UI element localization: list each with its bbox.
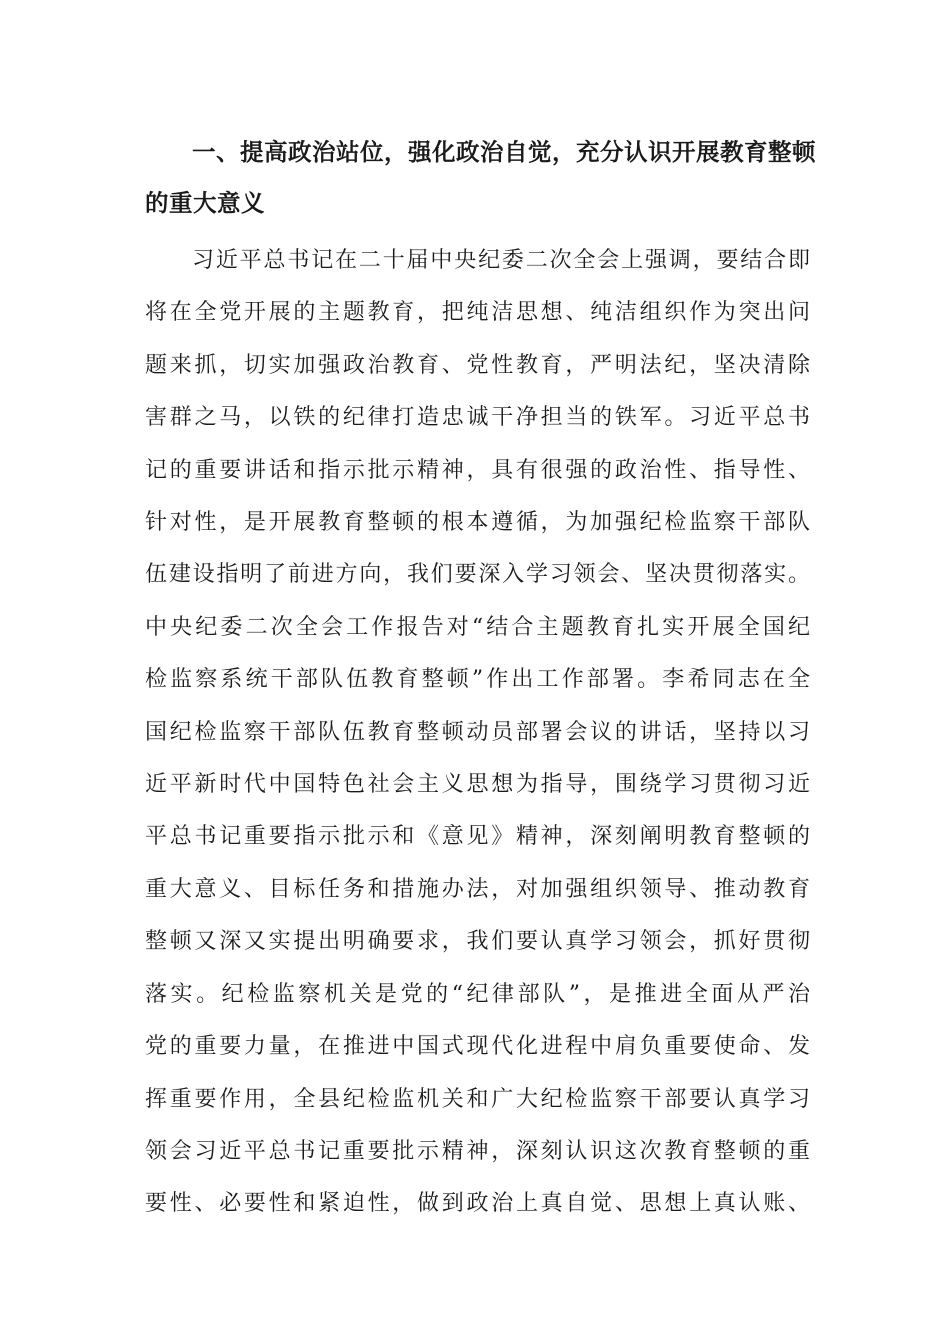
body-line: 检监察系统干部队伍教育整顿”作出工作部署。李希同志在全 [145,667,810,693]
body-line: 近平新时代中国特色社会主义思想为指导，围绕学习贯彻习近 [145,772,810,798]
body-line: 针对性，是开展教育整顿的根本遵循，为加强纪检监察干部队 [145,510,810,536]
body-line: 党的重要力量，在推进中国式现代化进程中肩负重要使命、发 [145,1034,810,1060]
body-line: 落实。纪检监察机关是党的“纪律部队”，是推进全面从严治 [145,981,810,1007]
body-line: 害群之马，以铁的纪律打造忠诚干净担当的铁军。习近平总书 [145,405,810,431]
body-line: 将在全党开展的主题教育，把纯洁思想、纯洁组织作为突出问 [145,300,810,326]
body-line: 习近平总书记在二十届中央纪委二次全会上强调，要结合即 [192,248,810,273]
document-content [145,127,816,1231]
body-line: 伍建设指明了前进方向，我们要深入学习领会、坚决贯彻落实。 [145,562,810,588]
body-line: 题来抓，切实加强政治教育、党性教育，严明法纪，坚决清除 [145,352,810,378]
body-line: 中央纪委二次全会工作报告对“结合主题教育扎实开展全国纪 [145,614,810,640]
heading-line: 一、提高政治站位，强化政治自觉，充分认识开展教育整顿 [192,138,816,166]
body-line: 记的重要讲话和指示批示精神，具有很强的政治性、指导性、 [145,457,810,483]
body-paragraph [145,235,810,1231]
body-line: 整顿又深又实提出明确要求，我们要认真学习领会，抓好贯彻 [145,929,810,955]
heading-line: 的重大意义 [145,189,265,217]
body-line: 要性、必要性和紧迫性，做到政治上真自觉、思想上真认账、 [145,1191,810,1217]
body-line: 领会习近平总书记重要批示精神，深刻认识这次教育整顿的重 [145,1138,810,1164]
body-line: 国纪检监察干部队伍教育整顿动员部署会议的讲话，坚持以习 [145,719,810,745]
body-line: 挥重要作用，全县纪检监机关和广大纪检监察干部要认真学习 [145,1086,810,1112]
body-line: 平总书记重要指示批示和《意见》精神，深刻阐明教育整顿的 [145,824,810,850]
body-line: 重大意义、目标任务和措施办法，对加强组织领导、推动教育 [145,876,810,902]
section-heading [145,127,816,229]
